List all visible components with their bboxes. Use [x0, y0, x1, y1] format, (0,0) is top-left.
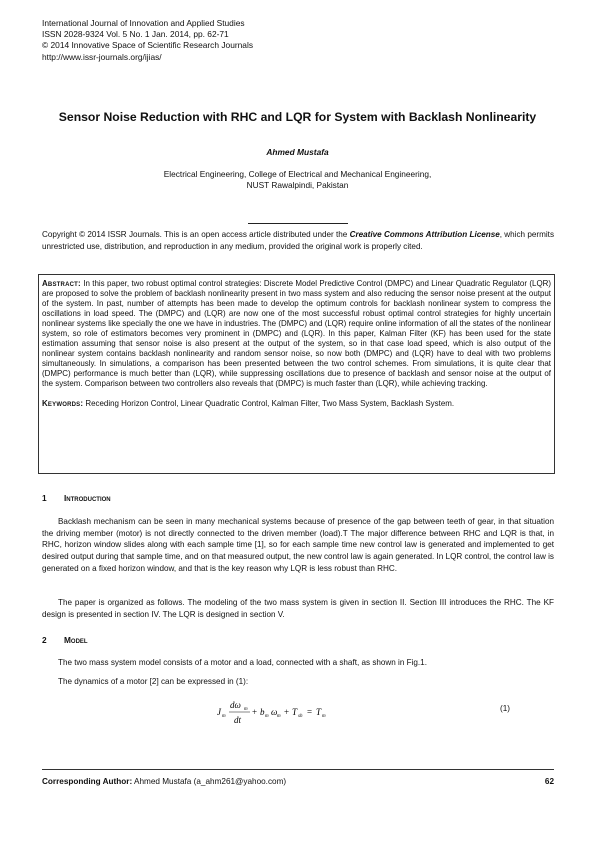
eq-b: b — [260, 707, 265, 717]
affiliation-line-1: Electrical Engineering, College of Electrical and Mechanical Engineering, — [163, 169, 432, 179]
page-number: 62 — [544, 777, 554, 786]
paragraph-text: The dynamics of a motor [2] can be expressed in (1): — [58, 677, 249, 686]
abstract-text: In this paper, two robust optimal control strategies: Discrete Model Predictive Control (DMPC) and Linear Quadratic Regulator (LQR) are proposed to solve the problem of backlash nonlinearity present in two mass system and also reducing the sensor noise present at the output of the system. In past, number of attempts has been made to develop the optimum controls for backlash nonlinear system to compress the oscillations in load speed. The (DMPC) and (LQR) are now one of the most successful robust optimal control strategies for highly uncertain nonlinear systems like specially the one we have in industries. The (DMPC) and (LQR) require online information of all the states of the nonlinear system, so role of estimators becomes very prominent in (DMPC) and (LQR). In this paper, Kalman Filter (KF) has been used for the state estimation assuming that sensor noise is also present at the output of the system, so in that case load speed, which is also output of the nonlinear system contains backlash nonlinearity and random sensor noise, so now both (DMPC) and (LQR) have to deal with two problems simultaneously. In simulations, a comparison has been presented between the two control schemes. From simulations, it is quite clear that (DMPC) performance is much better than (LQR), while suppressing oscillations due to presence of backlash and sensor noise at the output of the system. Comparison between two controllers also reveals that (DMPC) is much faster than (LQR), while achieving tracking. — [42, 279, 551, 389]
keywords-label: Keywords: — [42, 398, 84, 408]
paper-title: Sensor Noise Reduction with RHC and LQR for System with Backlash Nonlinearity — [58, 110, 537, 124]
copyright-text-end: , which permits unrestricted use, distribution, and reproduction in any medium, provided the original work is properly cited. — [42, 230, 555, 251]
paragraph-text: Backlash mechanism can be seen in many mechanical systems because of presence of the gap between teeth of gear, in that situation the driving member (motor) is not directly connected to the driven member (load).T The major difference between RHC and LQR is that, in RHC, horizon window slides along with each sample time [1], so for each sample time new control law is generated and implemented to get desired output during that sample time, and on that measured output, the new control law is again generated. In LQR control, the control law is generated on a fixed horizon window, and that is the key reason why LQR is less robust than RHC. — [42, 517, 554, 573]
eq-sub-m: m — [244, 707, 248, 712]
eq-T: T — [316, 707, 322, 717]
eq-dt: dt — [234, 715, 242, 725]
section-number: 2 — [42, 635, 47, 645]
eq-sub-m: m — [277, 714, 281, 719]
affiliation-line-2: NUST Rawalpindi, Pakistan — [246, 180, 349, 191]
journal-copyright: © 2014 Innovative Space of Scientific Research Journals — [42, 40, 254, 51]
journal-header — [42, 18, 253, 63]
section-number: 1 — [42, 493, 47, 503]
section-heading-model — [42, 635, 88, 645]
journal-issn: ISSN 2028-9324 Vol. 5 No. 1 Jan. 2014, pp. 62-71 — [42, 29, 229, 40]
author-name: Ahmed Mustafa — [266, 147, 329, 157]
abstract-label: Abstract: — [42, 279, 81, 288]
equation-1 — [210, 700, 410, 728]
section-title: Model — [64, 635, 88, 645]
equation-number: (1) — [500, 704, 511, 713]
paragraph — [42, 516, 554, 574]
footer-label: Corresponding Author: — [42, 777, 133, 786]
abstract-paragraph — [42, 279, 551, 390]
paragraph-text: The paper is organized as follows. The modeling of the two mass system is given in section II. Section III introduces the RHC. The KF design is presented in section IV. The LQR is designed in section V. — [42, 598, 554, 619]
eq-domega: dω — [230, 700, 241, 710]
eq-sub-m: m — [265, 714, 269, 719]
section-heading-introduction — [42, 493, 111, 503]
journal-name: International Journal of Innovation and Applied Studies — [42, 18, 245, 28]
paragraph — [42, 676, 554, 688]
eq-plus: + — [284, 707, 290, 717]
eq-omega: ω — [271, 707, 278, 717]
footer-divider — [42, 769, 554, 770]
eq-T: T — [292, 707, 298, 717]
eq-sub-m: m — [222, 714, 226, 719]
copyright-notice — [42, 229, 554, 252]
eq-sub-m: m — [322, 714, 326, 719]
eq-plus: + — [252, 707, 258, 717]
paragraph — [42, 657, 554, 669]
license-name: Creative Commons Attribution License — [349, 230, 500, 239]
footer-author: Ahmed Mustafa (a_ahm261@yahoo.com) — [132, 777, 287, 786]
eq-equals: = — [307, 707, 313, 717]
section-title: Introduction — [64, 493, 111, 503]
keywords-text: Receding Horizon Control, Linear Quadratic Control, Kalman Filter, Two Mass System, Backlash System. — [85, 398, 455, 408]
copyright-text-start: Copyright © 2014 ISSR Journals. This is an open access article distributed under the — [42, 230, 350, 239]
eq-J: J — [217, 707, 221, 717]
page-footer — [42, 777, 554, 786]
paragraph — [42, 597, 554, 620]
affiliation — [0, 169, 595, 192]
paragraph-text: The two mass system model consists of a motor and a load, connected with a shaft, as shown in Fig.1. — [58, 658, 427, 667]
keywords-line — [42, 399, 551, 409]
journal-url[interactable]: http://www.issr-journals.org/ijias/ — [42, 51, 162, 62]
abstract-box — [38, 274, 555, 474]
divider — [248, 223, 348, 224]
eq-sub-sh: sh — [298, 714, 303, 719]
